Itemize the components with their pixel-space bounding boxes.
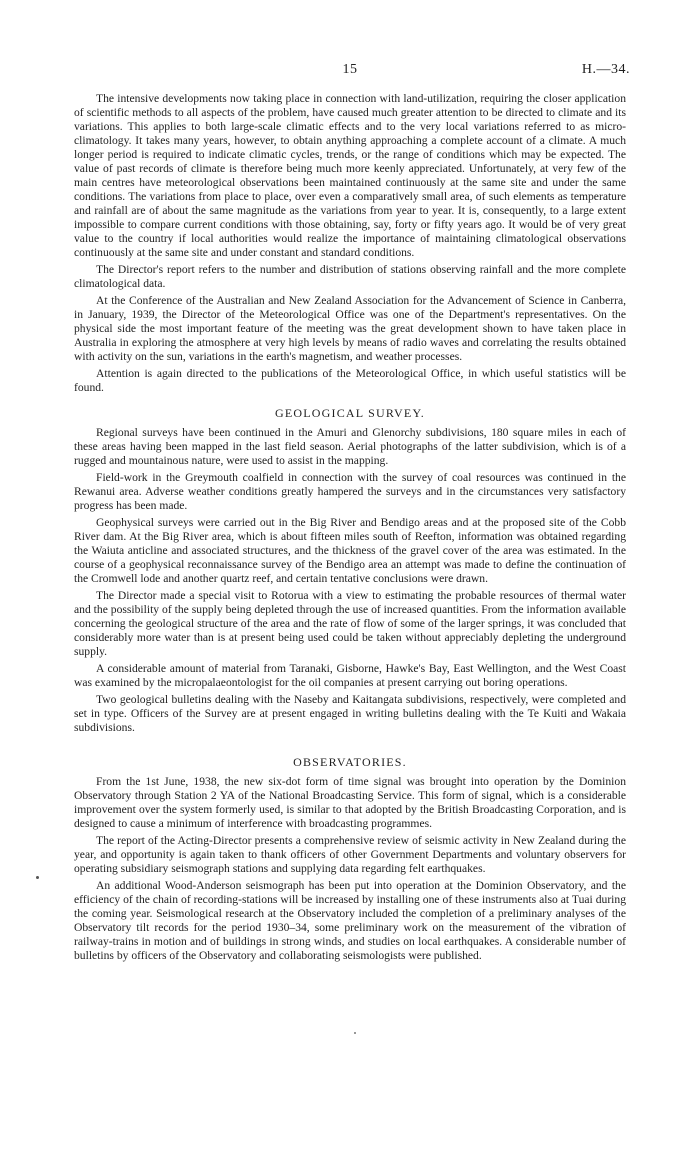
footer-dot [354,1032,356,1034]
body-paragraph: A considerable amount of material from Taranaki, Gisborne, Hawke's Bay, East Wellington, and the West Coast was examined by the micropalaeontologist for the oil companies at present carrying out boring operations. [74,662,626,689]
body-paragraph: An additional Wood-Anderson seismograph has been put into operation at the Dominion Observatory, and the efficiency of the chain of recording-stations will be increased by installing one of these instruments also at Tuai during the coming year. Seismological research at the Observatory included the completion of a preliminary analyses of the Observatory tilt records for the period 1930–34, some preliminary work on the measurement of the vibration of railway-trains in motion and of buildings in strong winds, and studies on local earthquakes. A considerable number of bulletins by officers of the Observatory and collaborating seismologists were published. [74,879,626,962]
body-paragraph: The Director's report refers to the number and distribution of stations observing rainfall and the more complete climatological data. [74,263,626,290]
body-paragraph: The intensive developments now taking place in connection with land-utilization, requiring the closer application of scientific methods to all aspects of the problem, have caused much greater attention to be directed to climate and its variations. This applies to both large-scale climatic effects and to the very local variations referred to as micro-climatology. It takes many years, however, to obtain anything approaching a complete account of a climate. A much longer period is required to indicate climatic cycles, trends, or the range of conditions which may be expected. The value of past records of climate is therefore being much more keenly appreciated. Unfortunately, at very few of the main centres have meteorological observations been maintained continuously at the same site and under the same conditions. The variations from place to place, over even a comparatively small area, of such elements as temperature and rainfall are of about the same magnitude as the variations from year to year. It is, consequently, to a large extent impossible to compare current conditions with those obtaining, say, forty or fifty years ago. It would be of very great value to the country if local authorities would realize the importance of maintaining climatological observations continuously at the same site and under constant and standard conditions. [74,92,626,259]
body-paragraph: Two geological bulletins dealing with the Naseby and Kaitangata subdivisions, respectively, were completed and set in type. Officers of the Survey are at present engaged in writing bulletins dealing with the Te Kuiti and Wakaia subdivisions. [74,693,626,734]
body-paragraph: Field-work in the Greymouth coalfield in connection with the survey of coal resources was continued in the Rewanui area. Adverse weather conditions greatly hampered the surveys and in the circumstances very satisfactory progress has been made. [74,471,626,512]
body-paragraph: The Director made a special visit to Rotorua with a view to estimating the probable resources of thermal water and the possibility of the supply being depleted through the use of increased quantities. From the information available concerning the geological structure of the area and the rate of flow of some of the larger springs, it was concluded that considerably more water than is at present being used could be taken without appreciably depleting the underground supply. [74,589,626,658]
section-heading: GEOLOGICAL SURVEY. [275,406,425,420]
section-heading: OBSERVATORIES. [293,755,407,769]
body-paragraph: The report of the Acting-Director presents a comprehensive review of seismic activity in New Zealand during the year, and opportunity is again taken to thank officers of other Government Departments and voluntary observers for operating subsidiary seismograph stations and supplying data regarding felt earthquakes. [74,834,626,875]
margin-dot [36,876,39,879]
body-paragraph: At the Conference of the Australian and New Zealand Association for the Advancement of Science in Canberra, in January, 1939, the Director of the Meteorological Office was one of the Department's representatives. On the physical side the most important feature of the meeting was the great development shown to have taken place in Australia in exploring the atmosphere at very high levels by means of radio waves and correlating the results obtained with activity on the sun, variations in the earth's magnetism, and weather processes. [74,294,626,363]
body-paragraph: Geophysical surveys were carried out in the Big River and Bendigo areas and at the proposed site of the Cobb River dam. At the Big River area, which is about fifteen miles south of Reefton, information was obtained regarding the Waiuta anticline and associated structures, and the thickness of the gravel cover of the area was estimated. In the course of a geophysical reconnaissance survey of the Bendigo area an attempt was made to define the continuation of the Cromwell lode and another quartz reef, and certain tentative conclusions were drawn. [74,516,626,585]
body-paragraph: From the 1st June, 1938, the new six-dot form of time signal was brought into operation by the Dominion Observatory through Station 2 YA of the National Broadcasting Service. This form of signal, which is a considerable improvement over the system formerly used, is similar to that adopted by the British Broadcasting Corporation, and is designed to cause a minimum of interference with broadcasting programmes. [74,775,626,830]
geological-survey-section [74,406,626,735]
document-body [74,92,626,966]
page-number: 15 [342,62,358,77]
body-paragraph: Attention is again directed to the publications of the Meteorological Office, in which useful statistics will be found. [74,367,626,394]
document-reference: H.—34. [581,62,630,77]
observatories-section [74,755,626,963]
body-paragraph: Regional surveys have been continued in the Amuri and Glenorchy subdivisions, 180 square miles in each of these areas having been mapped in the last field season. Aerial photographs of the latter subdivision, which is of a rugged and mountainous nature, were used to assist in the mapping. [74,426,626,467]
meteorology-section [74,92,626,395]
